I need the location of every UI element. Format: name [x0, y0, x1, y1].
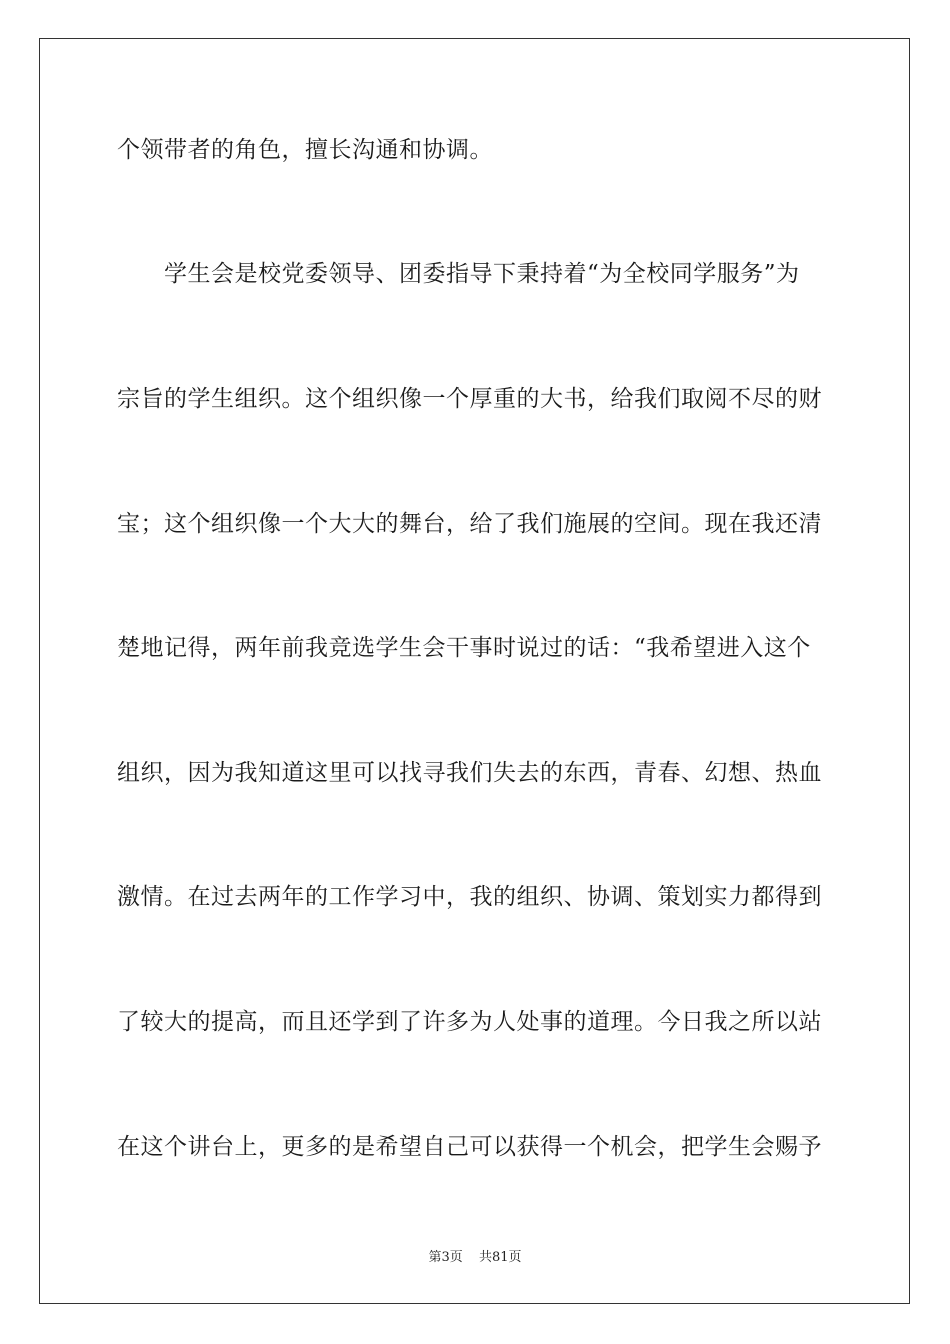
body-text-line: 宗旨的学生组织。这个组织像一个厚重的大书，给我们取阅不尽的财 [117, 386, 822, 412]
page-footer [0, 1246, 950, 1265]
body-text-line: 学生会是校党委领导、团委指导下秉持着“为全校同学服务”为 [164, 261, 800, 287]
page-number: 第3页 [428, 1250, 463, 1265]
body-text-line: 激情。在过去两年的工作学习中，我的组织、协调、策划实力都得到 [117, 884, 822, 910]
body-text-line: 了较大的提高，而且还学到了许多为人处事的道理。今日我之所以站 [117, 1009, 822, 1035]
body-text-line: 楚地记得，两年前我竞选学生会干事时说过的话：“我希望进入这个 [117, 635, 811, 661]
page-border [39, 38, 910, 1304]
page-total: 共81页 [478, 1250, 522, 1265]
body-text-line: 宝；这个组织像一个大大的舞台，给了我们施展的空间。现在我还清 [117, 511, 822, 537]
body-text-line: 组织，因为我知道这里可以找寻我们失去的东西，青春、幻想、热血 [117, 760, 822, 786]
body-text-line: 个领带者的角色，擅长沟通和协调。 [117, 137, 493, 163]
body-text-line: 在这个讲台上，更多的是希望自己可以获得一个机会，把学生会赐予 [117, 1134, 822, 1160]
